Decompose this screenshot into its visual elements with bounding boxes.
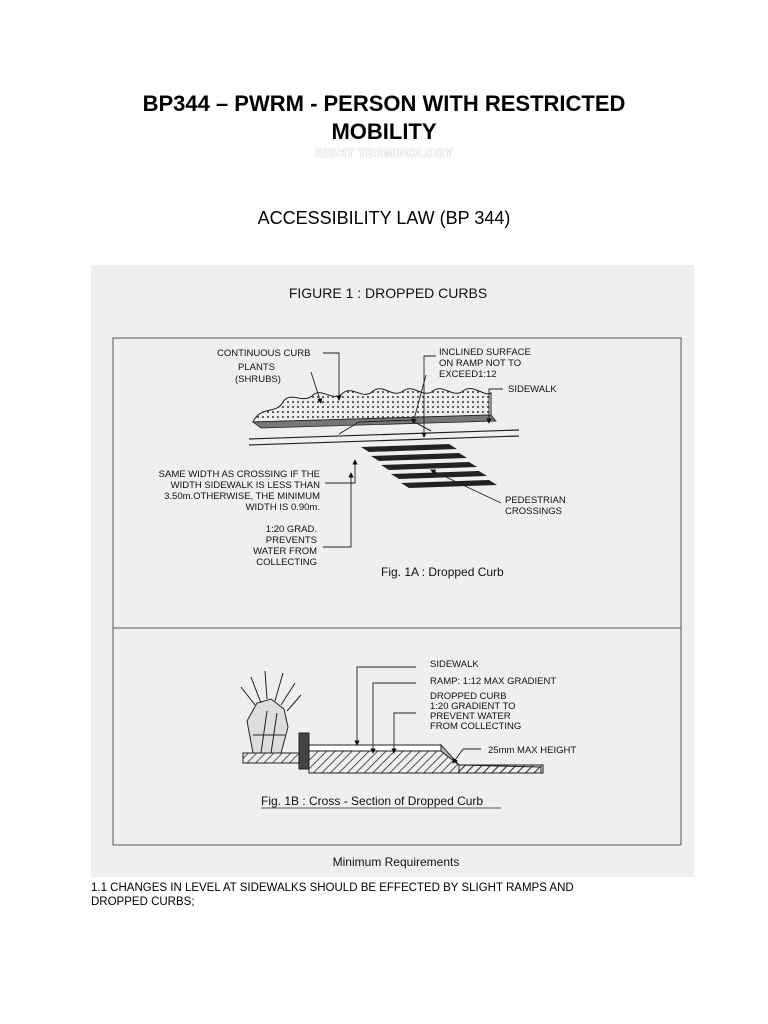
label-same-width-3: 3.50m.OTHERWISE, THE MINIMUM xyxy=(164,491,320,502)
label-sidewalk-1a: SIDEWALK xyxy=(508,384,557,395)
label-ramp: RAMP: 1:12 MAX GRADIENT xyxy=(430,676,557,687)
curb-block xyxy=(299,733,309,769)
label-plants: PLANTS xyxy=(238,362,275,373)
label-grad-2: PREVENTS xyxy=(265,535,317,546)
body-paragraph xyxy=(91,881,691,909)
label-grad-1: 1:20 GRAD. xyxy=(265,524,317,535)
label-inclined-1: INCLINED SURFACE xyxy=(439,347,531,358)
label-dropped-2: 1:20 GRADIENT TO xyxy=(430,701,516,712)
plant-drawing xyxy=(241,671,301,753)
figure-footer: Minimum Requirements xyxy=(332,855,460,869)
label-grad-3: WATER FROM xyxy=(253,546,317,557)
title-line-1: BP344 – PWRM - PERSON WITH RESTRICTED xyxy=(142,91,626,116)
label-dropped-3: PREVENT WATER xyxy=(430,711,511,722)
label-same-width-2: WIDTH SIDEWALK IS LESS THAN xyxy=(170,480,320,491)
label-pedestrian-2: CROSSINGS xyxy=(505,506,563,517)
figure-drawing xyxy=(91,265,694,877)
label-inclined-2: ON RAMP NOT TO xyxy=(439,358,522,369)
figure-title: FIGURE 1 : DROPPED CURBS xyxy=(288,285,488,301)
title-line-2: MOBILITY xyxy=(331,119,437,144)
crosswalk-stripes xyxy=(361,444,497,488)
label-pedestrian-1: PEDESTRIAN xyxy=(505,495,566,506)
label-continuous-curb: CONTINUOUS CURB xyxy=(217,348,311,359)
label-sidewalk-1b: SIDEWALK xyxy=(430,659,479,670)
section-heading: ACCESSIBILITY LAW (BP 344) xyxy=(257,208,511,228)
fig1a-drawing xyxy=(249,353,522,547)
label-max-height: 25mm MAX HEIGHT xyxy=(488,745,577,756)
label-grad-4: COLLECTING xyxy=(256,557,317,568)
label-shrubs: (SHRUBS) xyxy=(235,374,281,385)
fig1a-caption: Fig. 1A : Dropped Curb xyxy=(381,565,504,579)
paragraph-line-2: DROPPED CURBS; xyxy=(91,896,195,908)
label-inclined-3: EXCEED1:12 xyxy=(439,369,497,380)
label-same-width-4: WIDTH IS 0.90m. xyxy=(245,502,320,513)
label-dropped-4: FROM COLLECTING xyxy=(430,721,522,732)
document-title xyxy=(0,90,768,146)
label-same-width-1: SAME WIDTH AS CROSSING IF THE xyxy=(158,469,320,480)
document-subtitle: RIGHT TERMINOLOGY xyxy=(314,146,454,160)
paragraph-line-1: 1.1 CHANGES IN LEVEL AT SIDEWALKS SHOULD BE EFFECTED BY SLIGHT RAMPS AND xyxy=(91,882,574,894)
fig1b-caption: Fig. 1B : Cross - Section of Dropped Curb xyxy=(261,794,484,808)
label-dropped-1: DROPPED CURB xyxy=(430,691,507,702)
dropped-curbs-figure xyxy=(91,265,694,877)
